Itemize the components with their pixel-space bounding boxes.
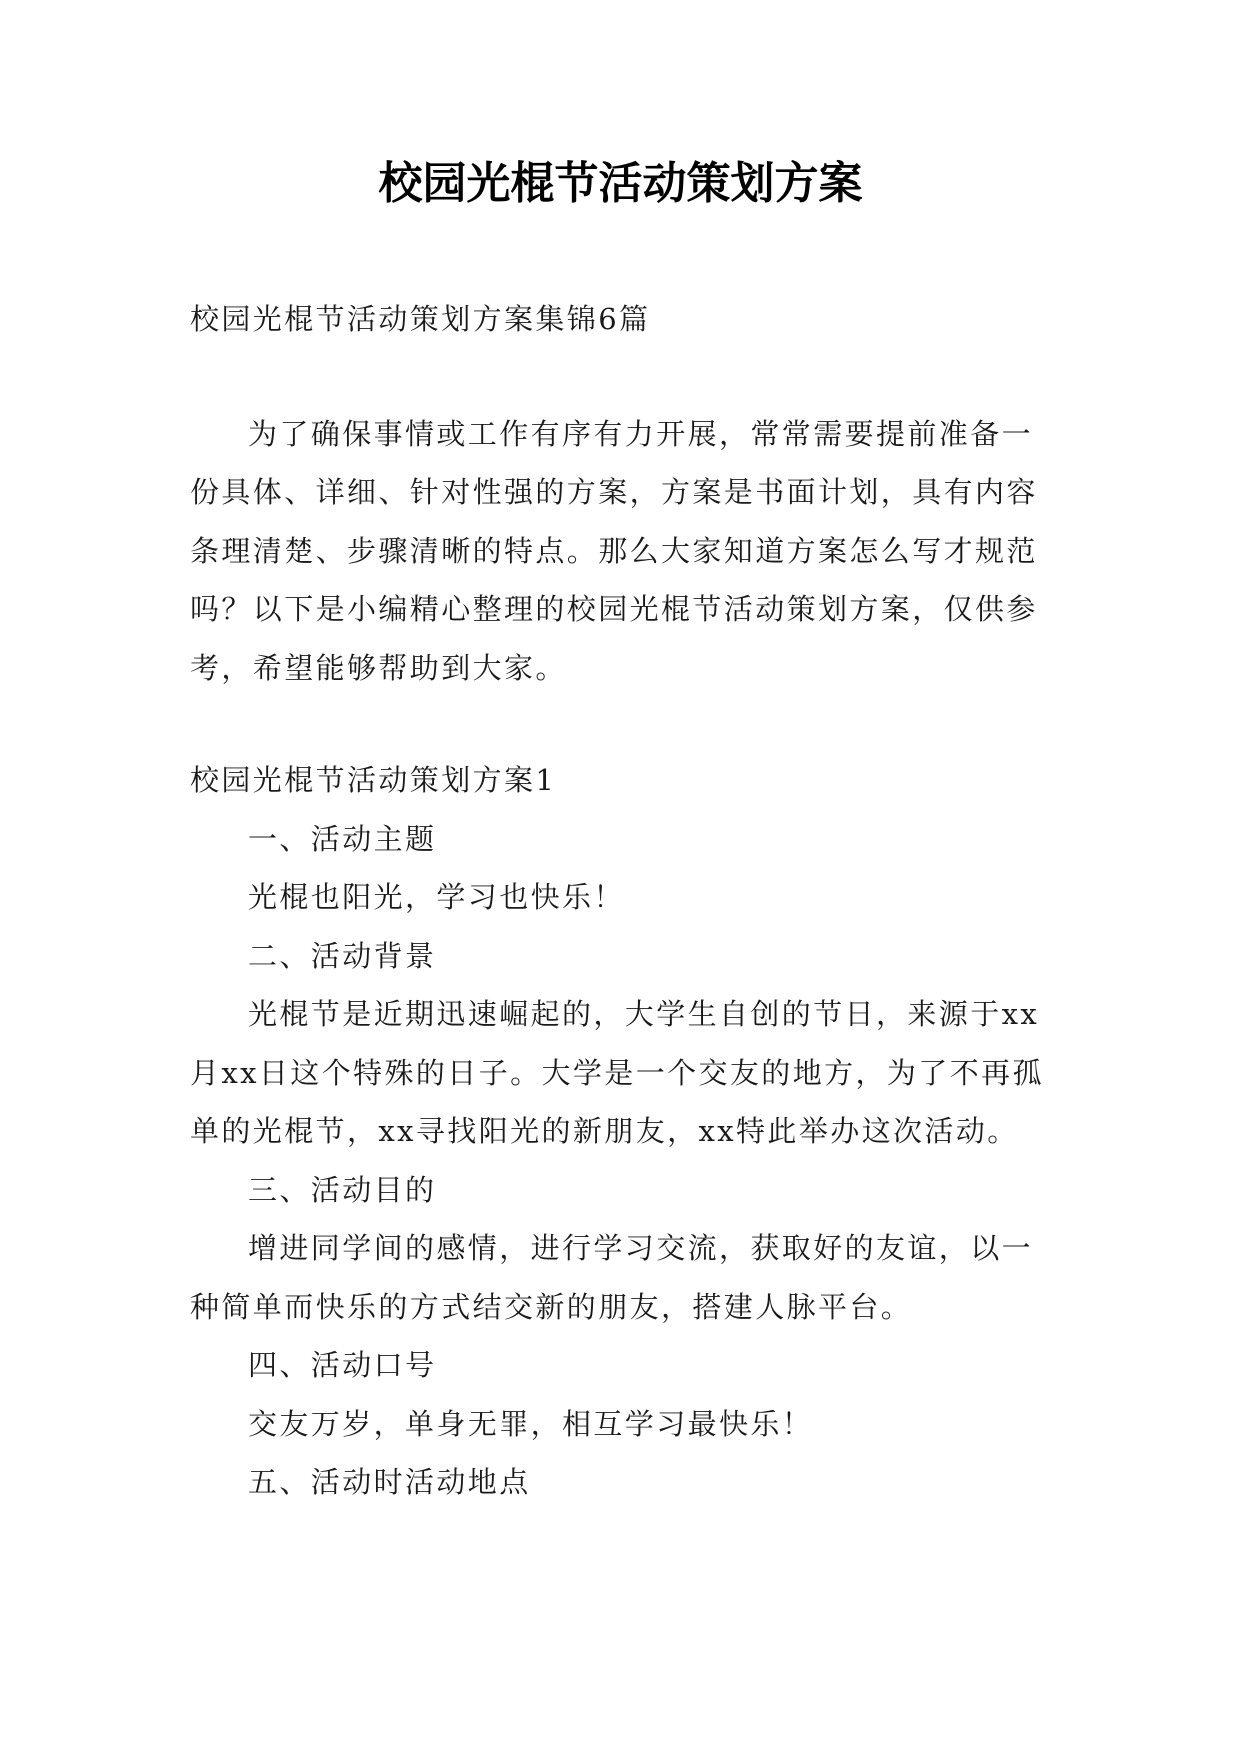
purpose-heading: 三、活动目的 — [248, 1172, 437, 1207]
document-body — [190, 290, 1052, 1512]
purpose-text: 增进同学间的感情，进行学习交流，获取好的友谊，以一种简单而快乐的方式结交新的朋友，搭建人脉平台。 — [190, 1231, 1034, 1324]
theme-text: 光棍也阳光，学习也快乐！ — [248, 880, 625, 914]
theme-heading: 一、活动主题 — [248, 821, 437, 856]
background-heading: 二、活动背景 — [248, 938, 437, 973]
intro-paragraph: 为了确保事情或工作有序有力开展，常常需要提前准备一份具体、详细、针对性强的方案，方案是书面计划，具有内容条理清楚、步骤清晰的特点。那么大家知道方案怎么写才规范吗？以下是小编精心整理的校园光棍节活动策划方案，仅供参考，希望能够帮助到大家。 — [190, 416, 1038, 685]
document-subtitle: 校园光棍节活动策划方案集锦6篇 — [190, 302, 651, 336]
slogan-text: 交友万岁，单身无罪，相互学习最快乐！ — [248, 1406, 814, 1441]
time-place-heading: 五、活动时活动地点 — [248, 1465, 531, 1499]
background-text: 光棍节是近期迅速崛起的，大学生自创的节日，来源于xx月xx日这个特殊的日子。大学是一个交友的地方，为了不再孤单的光棍节，xx寻找阳光的新朋友，xx特此举办这次活动。 — [190, 997, 1044, 1148]
document-title: 校园光棍节活动策划方案 — [378, 158, 863, 209]
slogan-heading: 四、活动口号 — [248, 1348, 437, 1382]
section-heading: 校园光棍节活动策划方案1 — [190, 763, 557, 797]
